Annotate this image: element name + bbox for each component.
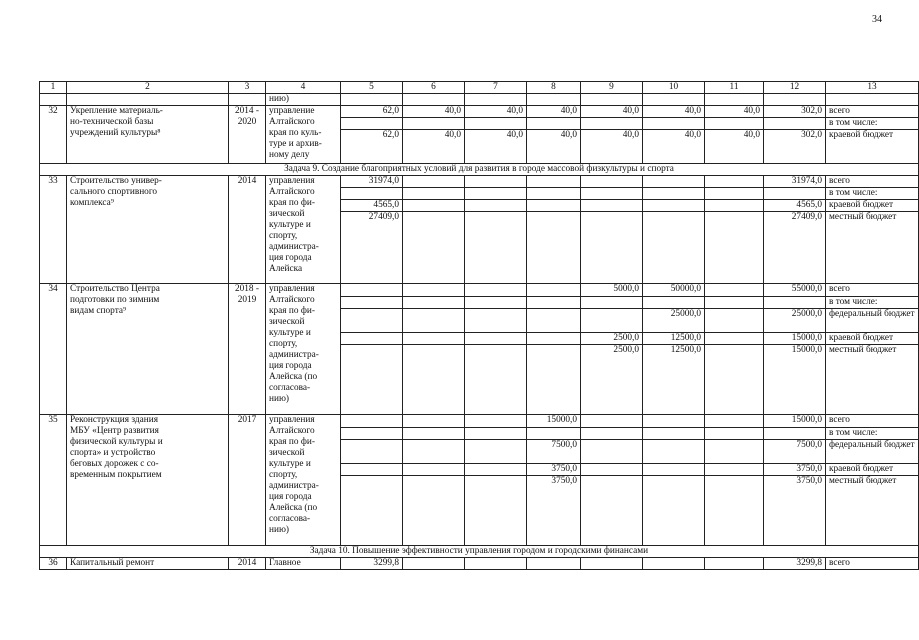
value-cell: 15000,0 [764, 333, 826, 345]
column-header: 13 [826, 82, 919, 94]
value-cell: 50000,0 [643, 284, 705, 297]
value-cell: 3750,0 [764, 476, 826, 546]
column-header: 3 [229, 82, 266, 94]
value-cell: 4565,0 [764, 200, 826, 212]
executor-cell: нию) [266, 94, 341, 106]
executor-cell: управление Алтайского края по куль- туре и архив- ному делу [266, 106, 341, 164]
period-cell: 2018 - 2019 [229, 284, 266, 415]
row-number: 32 [40, 106, 67, 164]
funding-source: всего [826, 176, 919, 188]
value-cell: 5000,0 [581, 284, 643, 297]
value-cell: 4565,0 [341, 200, 403, 212]
funding-source: всего [826, 106, 919, 118]
funding-source: краевой бюджет [826, 200, 919, 212]
value-cell: 15000,0 [764, 415, 826, 428]
column-header: 1 [40, 82, 67, 94]
period-cell: 2014 [229, 558, 266, 570]
measure-name: Строительство Центра подготовки по зимним видам спорта⁹ [67, 284, 229, 415]
column-header: 4 [266, 82, 341, 94]
executor-cell: управления Алтайского края по фи- зической культуре и спорту, администра- ция города Алейска [266, 176, 341, 284]
column-header: 7 [465, 82, 527, 94]
value-cell: 12500,0 [643, 333, 705, 345]
column-header: 12 [764, 82, 826, 94]
column-header: 8 [527, 82, 581, 94]
value-cell: 40,0 [465, 130, 527, 164]
value-cell: 7500,0 [764, 440, 826, 464]
value-cell: 3750,0 [764, 464, 826, 476]
column-header-row [40, 82, 919, 94]
value-cell: 15000,0 [527, 415, 581, 428]
page-number: 34 [872, 14, 882, 25]
value-cell: 62,0 [341, 130, 403, 164]
value-cell: 40,0 [527, 130, 581, 164]
executor-cell: Главное [266, 558, 341, 570]
task-heading-row [40, 164, 919, 176]
value-cell: 7500,0 [527, 440, 581, 464]
funding-source: в том числе: [826, 428, 919, 440]
value-cell: 12500,0 [643, 345, 705, 415]
funding-source: местный бюджет [826, 345, 919, 415]
value-cell: 40,0 [705, 106, 764, 118]
table-row [40, 176, 919, 188]
value-cell: 302,0 [764, 130, 826, 164]
executor-cell: управления Алтайского края по фи- зической культуре и спорту, администра- ция города Алейска (по согласова- нию) [266, 284, 341, 415]
value-cell: 31974,0 [764, 176, 826, 188]
funding-source: в том числе: [826, 188, 919, 200]
value-cell: 2500,0 [581, 333, 643, 345]
value-cell: 62,0 [341, 106, 403, 118]
value-cell: 3750,0 [527, 476, 581, 546]
value-cell: 40,0 [643, 130, 705, 164]
funding-source: краевой бюджет [826, 130, 919, 164]
executor-cell: управления Алтайского края по фи- зической культуре и спорту, администра- ция города Алейска (по согласова- нию) [266, 415, 341, 546]
funding-source: всего [826, 558, 919, 570]
funding-source: в том числе: [826, 118, 919, 130]
funding-source: федеральный бюджет [826, 440, 919, 464]
value-cell: 40,0 [581, 130, 643, 164]
period-cell: 2017 [229, 415, 266, 546]
value-cell: 2500,0 [581, 345, 643, 415]
table-row [40, 94, 919, 106]
value-cell: 40,0 [527, 106, 581, 118]
value-cell: 25000,0 [764, 309, 826, 333]
value-cell: 25000,0 [643, 309, 705, 333]
funding-source: местный бюджет [826, 212, 919, 284]
row-number: 36 [40, 558, 67, 570]
column-header: 11 [705, 82, 764, 94]
task-heading-row [40, 546, 919, 558]
measure-name: Капитальный ремонт [67, 558, 229, 570]
row-number: 34 [40, 284, 67, 415]
task-heading: Задача 10. Повышение эффективности управления городом и городскими финансами [40, 546, 919, 558]
program-measures-table [39, 81, 919, 570]
measure-name: Реконструкция здания МБУ «Центр развития физической культуры и спорта» и устройство беговых дорожек с со- временным покрытием [67, 415, 229, 546]
value-cell: 40,0 [403, 130, 465, 164]
value-cell: 55000,0 [764, 284, 826, 297]
column-header: 6 [403, 82, 465, 94]
row-number: 35 [40, 415, 67, 546]
value-cell: 27409,0 [764, 212, 826, 284]
period-cell: 2014 - 2020 [229, 106, 266, 164]
value-cell: 3299,8 [341, 558, 403, 570]
value-cell: 40,0 [643, 106, 705, 118]
value-cell: 15000,0 [764, 345, 826, 415]
table-row [40, 284, 919, 297]
period-cell: 2014 [229, 176, 266, 284]
value-cell: 40,0 [465, 106, 527, 118]
value-cell: 3299,8 [764, 558, 826, 570]
task-heading: Задача 9. Создание благоприятных условий для развития в городе массовой физкультуры и спорта [40, 164, 919, 176]
value-cell: 302,0 [764, 106, 826, 118]
measure-name: Строительство универ- сального спортивного комплекса⁹ [67, 176, 229, 284]
measure-name: Укрепление материаль- но-технической базы учреждений культуры⁸ [67, 106, 229, 164]
funding-source: местный бюджет [826, 476, 919, 546]
funding-source: федеральный бюджет [826, 309, 919, 333]
column-header: 9 [581, 82, 643, 94]
row-number: 33 [40, 176, 67, 284]
value-cell: 3750,0 [527, 464, 581, 476]
value-cell: 40,0 [705, 130, 764, 164]
table-row [40, 106, 919, 118]
column-header: 5 [341, 82, 403, 94]
funding-source: всего [826, 284, 919, 297]
column-header: 10 [643, 82, 705, 94]
table-row [40, 558, 919, 570]
column-header: 2 [67, 82, 229, 94]
funding-source: в том числе: [826, 297, 919, 309]
value-cell: 27409,0 [341, 212, 403, 284]
value-cell: 40,0 [403, 106, 465, 118]
table-row [40, 415, 919, 428]
funding-source: краевой бюджет [826, 333, 919, 345]
funding-source: краевой бюджет [826, 464, 919, 476]
value-cell: 40,0 [581, 106, 643, 118]
value-cell: 31974,0 [341, 176, 403, 188]
funding-source: всего [826, 415, 919, 428]
